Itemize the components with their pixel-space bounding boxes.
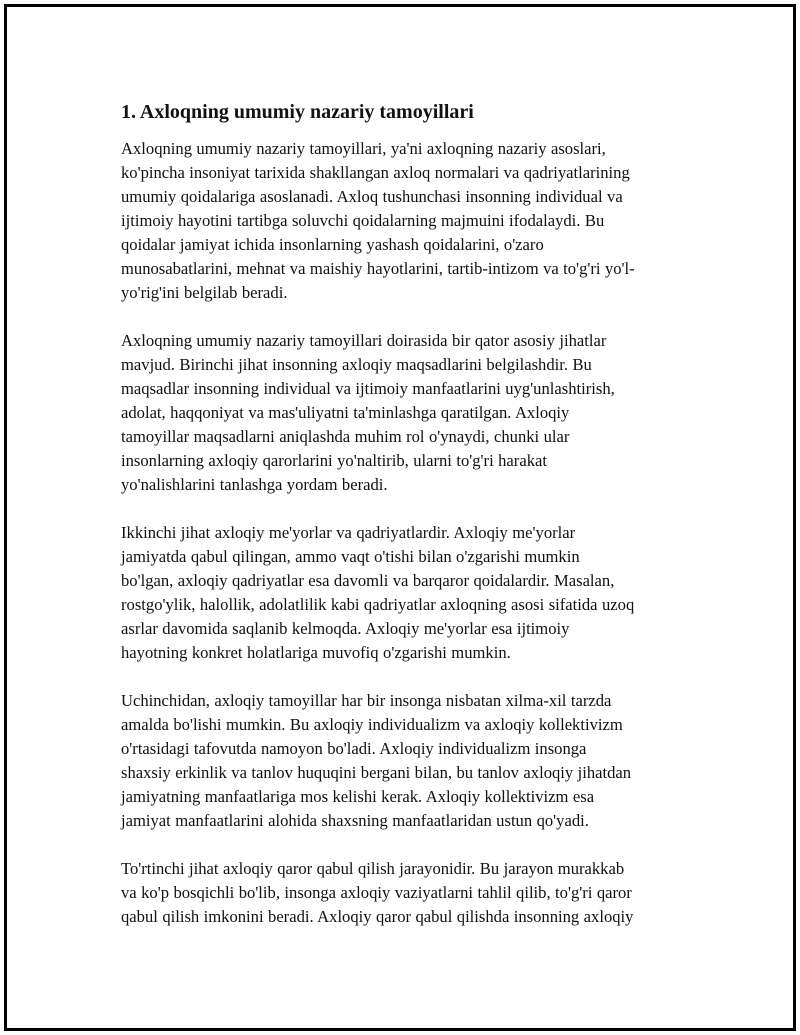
paragraph-line: qoidalar jamiyat ichida insonlarning yashash qoidalarini, o'zaro — [121, 235, 544, 254]
paragraph-line: shaxsiy erkinlik va tanlov huquqini bergani bilan, bu tanlov axloqiy jihatdan — [121, 763, 632, 782]
body-paragraph — [121, 689, 697, 833]
paragraph-line: Uchinchidan, axloqiy tamoyillar har bir insonga nisbatan xilma-xil tarzda — [121, 691, 612, 710]
paragraph-line: maqsadlar insonning individual va ijtimoiy manfaatlarini uyg'unlashtirish, — [121, 379, 615, 398]
paragraph-line: To'rtinchi jihat axloqiy qaror qabul qilish jarayonidir. Bu jarayon murakkab — [121, 859, 625, 878]
paragraph-line: Axloqning umumiy nazariy tamoyillari doirasida bir qator asosiy jihatlar — [121, 331, 607, 350]
paragraph-line: insonlarning axloqiy qarorlarini yo'naltirib, ularni to'g'ri harakat — [121, 451, 547, 470]
section-heading: 1. Axloqning umumiy nazariy tamoyillari — [121, 101, 474, 123]
body-paragraph — [121, 857, 697, 929]
paragraph-line: Axloqning umumiy nazariy tamoyillari, ya'ni axloqning nazariy asoslari, — [121, 139, 606, 158]
paragraph-line: bo'lgan, axloqiy qadriyatlar esa davomli va barqaror qoidalardir. Masalan, — [121, 571, 615, 590]
paragraph-line: jamiyat manfaatlarini alohida shaxsning manfaatlaridan ustun qo'yadi. — [121, 811, 589, 830]
paragraph-line: mavjud. Birinchi jihat insonning axloqiy maqsadlarini belgilashdir. Bu — [121, 355, 592, 374]
body-paragraph — [121, 137, 697, 305]
paragraph-line: munosabatlarini, mehnat va maishiy hayotlarini, tartib-intizom va to'g'ri yo'l- — [121, 259, 635, 278]
paragraph-line: rostgo'ylik, halollik, adolatlilik kabi qadriyatlar axloqning asosi sifatida uzoq — [121, 595, 635, 614]
paragraph-line: yo'nalishlarini tanlashga yordam beradi. — [121, 475, 388, 494]
paragraph-line: adolat, haqqoniyat va mas'uliyatni ta'minlashga qaratilgan. Axloqiy — [121, 403, 570, 422]
paragraph-line: asrlar davomida saqlanib kelmoqda. Axloqiy me'yorlar esa ijtimoiy — [121, 619, 570, 638]
page-frame — [4, 4, 796, 1031]
paragraph-line: umumiy qoidalariga asoslanadi. Axloq tushunchasi insonning individual va — [121, 187, 623, 206]
paragraph-line: qabul qilish imkonini beradi. Axloqiy qaror qabul qilishda insonning axloqiy — [121, 907, 634, 926]
document-body — [121, 99, 697, 953]
paragraph-line: o'rtasidagi tafovutda namoyon bo'ladi. Axloqiy individualizm insonga — [121, 739, 587, 758]
paragraph-line: ijtimoiy hayotini tartibga soluvchi qoidalarning majmuini ifodalaydi. Bu — [121, 211, 605, 230]
body-paragraph — [121, 521, 697, 665]
paragraph-line: amalda bo'lishi mumkin. Bu axloqiy individualizm va axloqiy kollektivizm — [121, 715, 623, 734]
body-paragraph — [121, 329, 697, 497]
paragraph-line: yo'rig'ini belgilab beradi. — [121, 283, 288, 302]
paragraph-line: Ikkinchi jihat axloqiy me'yorlar va qadriyatlardir. Axloqiy me'yorlar — [121, 523, 576, 542]
paragraph-line: ko'pincha insoniyat tarixida shakllangan axloq normalari va qadriyatlarining — [121, 163, 630, 182]
paragraph-line: tamoyillar maqsadlarni aniqlashda muhim rol o'ynaydi, chunki ular — [121, 427, 570, 446]
paragraph-line: jamiyatning manfaatlariga mos kelishi kerak. Axloqiy kollektivizm esa — [121, 787, 595, 806]
paragraph-container — [121, 137, 697, 929]
paragraph-line: jamiyatda qabul qilingan, ammo vaqt o'tishi bilan o'zgarishi mumkin — [121, 547, 580, 566]
paragraph-line: hayotning konkret holatlariga muvofiq o'zgarishi mumkin. — [121, 643, 511, 662]
paragraph-line: va ko'p bosqichli bo'lib, insonga axloqiy vaziyatlarni tahlil qilib, to'g'ri qaror — [121, 883, 632, 902]
